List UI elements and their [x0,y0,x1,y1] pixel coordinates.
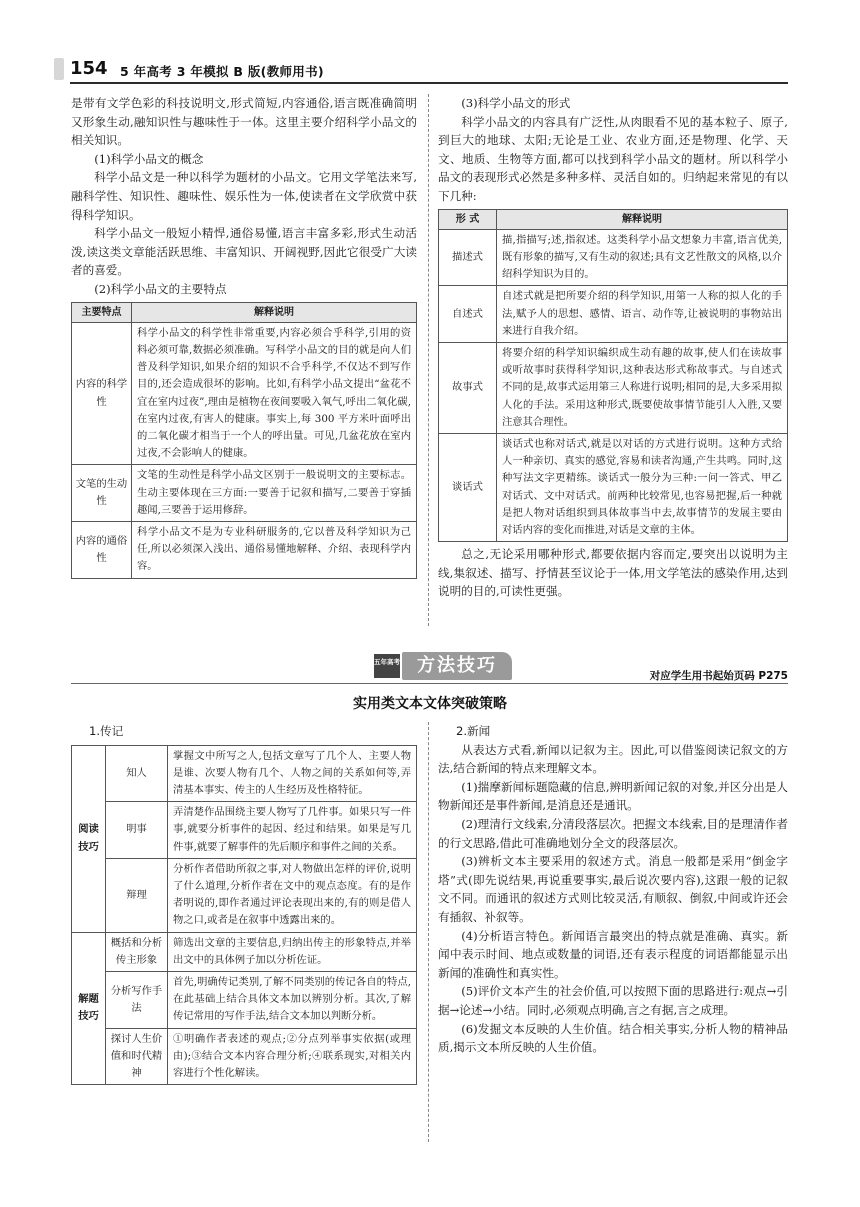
skill-text: ①明确作者表述的观点;②分点列举事实依据(或理由);③结合文本内容合理分析;④联系现实,对相关内容进行个性化解读。 [168,1028,417,1085]
forms-heading: (3)科学小品文的形式 [461,96,571,110]
feature-text: 科学小品文的科学性非常重要,内容必须合乎科学,引用的资料必须可靠,数据必须准确。写科学小品文的目的就是向人们普及科学知识,如果介绍的知识不合乎科学,不仅达不到写作目的,还会造成很坏的影响。比如,有科学小品文提出“盆花不宜在室内过夜”,理由是植物在夜间要吸入氧气,呼出二氧化碳,在室内过夜,有害人的健康。事实上,每 300 平方米叶面呼出的二氧化碳才相当于一个人的呼出量。可见,几盆花放在室内过夜,不会影响人的健康。 [132,322,417,465]
column-divider-top [428,94,429,626]
intro-paragraph: 是带有文学色彩的科技说明文,形式简短,内容通俗,语言既准确简明又形象生动,融知识性与趣味性于一体。这里主要介绍科学小品文的相关知识。 [71,96,417,148]
news-paragraph: (1)揣摩新闻标题隐藏的信息,辨明新闻记叙的对象,并区分出是人物新闻还是事件新闻,是消息还是通讯。 [438,779,788,813]
feature-label: 内容的通俗性 [72,521,132,578]
table-header-cell: 形 式 [439,209,497,229]
section-rule [71,683,788,684]
feature-text: 文笔的生动性是科学小品文区别于一般说明文的主要标志。生动主要体现在三方面:一要善于记叙和描写,二要善于穿插趣闻,三要善于运用修辞。 [132,465,417,522]
table-row [72,322,417,465]
skill-text: 分析作者借助所叙之事,对人物做出怎样的评价,说明了什么道理,分析作者在文中的观点态度。有的是作者明说的,即作者通过评论表现出来的,有的则是借人物之口,或者是在叙事中透露出来的。 [168,858,417,932]
left-column-bottom [71,722,417,1085]
section-badge: 五年高考 [374,654,400,678]
table-row [72,745,417,802]
feature-label: 文笔的生动性 [72,465,132,522]
news-paragraph: (2)理清行文线索,分清段落层次。把握文本线索,目的是理清作者的行文思路,借此可准确地划分全文的段落层次。 [438,816,788,850]
table-row [72,932,417,971]
right-column-bottom [438,722,788,1057]
form-label: 自述式 [439,286,497,343]
table-row [72,521,417,578]
form-text: 将要介绍的科学知识编织成生动有趣的故事,使人们在读故事或听故事时获得科学知识,这种表达形式称故事式。与自述式不同的是,故事式运用第三人称进行说明;相同的是,大多采用拟人化的手法。采用这种形式,既要使故事情节能引人入胜,又要注意其合理性。 [497,342,788,433]
page-reference: 对应学生用书起始页码 P275 [649,670,788,682]
news-heading: 2.新闻 [456,724,491,738]
news-paragraph: (4)分析语言特色。新闻语言最突出的特点就是准确、真实。新闻中表示时间、地点或数量的词语,还有表示程度的词语都能显示出新闻的准确性和真实性。 [438,928,788,980]
page-header [70,56,788,80]
concept-paragraph-2: 科学小品文一般短小精悍,通俗易懂,语言丰富多彩,形式生动活泼,读这类文章能活跃思维、丰富知识、开阔视野,因此它很受广大读者的喜爱。 [71,226,417,278]
skill-text: 首先,明确传记类别,了解不同类别的传记各自的特点,在此基础上结合具体文本加以辨别分析。其次,了解传记常用的写作手法,结合文本加以判断分析。 [168,972,417,1029]
skill-label: 知人 [106,745,168,802]
biography-table [71,745,417,1086]
features-heading: (2)科学小品文的主要特点 [94,281,227,296]
skill-text: 筛选出文章的主要信息,归纳出传主的形象特点,并举出文中的具体例子加以分析佐证。 [168,932,417,971]
form-text: 描,指描写;述,指叙述。这类科学小品文想象力丰富,语言优美,既有形象的描写,又有生动的叙述;具有文艺性散文的风格,以介绍科学知识为目的。 [497,229,788,286]
column-divider-bottom [428,722,429,1142]
form-text: 谈话式也称对话式,就是以对话的方式进行说明。这种方式给人一种亲切、真实的感觉,容易和读者沟通,产生共鸣。同时,这种写法文字更精练。谈话式一般分为三种:一问一答式、甲乙对话式、文中对话式。前两种比较常见,也容易把握,后一种就是把人物对话组织到具体故事当中去,故事情节的发展主要由对话内容的变化而推进,对话是文章的主体。 [497,434,788,542]
news-paragraph: 从表达方式看,新闻以记叙为主。因此,可以借鉴阅读记叙文的方法,结合新闻的特点来理解文本。 [438,742,788,776]
table-header-row [439,209,788,229]
feature-text: 科学小品文不是为专业科研服务的,它以普及科学知识为己任,所以必须深入浅出、通俗易懂地解释、介绍、表现科学内容。 [132,521,417,578]
features-table [71,302,417,579]
concept-paragraph-1: 科学小品文是一种以科学为题材的小品文。它用文学笔法来写,融科学性、知识性、趣味性、娱乐性为一体,使读者在文学欣赏中获得科学知识。 [71,170,417,222]
form-label: 描述式 [439,229,497,286]
skill-label: 分析写作手法 [106,972,168,1029]
book-title: 5 年高考 3 年模拟 B 版(教师用书) [120,64,324,79]
table-row [72,972,417,1029]
section-banner [374,652,512,680]
table-header-cell: 主要特点 [72,302,132,322]
skill-label: 明事 [106,802,168,859]
table-header-row [72,302,417,322]
table-row [72,802,417,859]
forms-paragraph: 科学小品文的内容具有广泛性,从肉眼看不见的基本粒子、原子,到巨大的地球、太阳;无论是工业、农业方面,还是物理、化学、天文、地质、生物等方面,都可以找到科学小品文的题材。所以科学小品文的表现形式必然是多种多样、灵活自如的。归纳起来常见的有以下几种: [438,114,788,203]
table-row [72,858,417,932]
header-tab-marker [54,58,64,80]
right-column-top [438,94,788,601]
skill-label: 概括和分析传主形象 [106,932,168,971]
biography-heading: 1.传记 [89,724,124,738]
table-row [72,465,417,522]
summary-paragraph: 总之,无论采用哪种形式,都要依据内容而定,要突出以说明为主线,集叙述、描写、抒情甚至议论于一体,用文学笔法的感染作用,达到说明的目的,可读性更强。 [438,547,788,599]
concept-heading: (1)科学小品文的概念 [94,151,204,166]
forms-table [438,209,788,543]
section-name: 方法技巧 [402,652,512,680]
skill-label: 探讨人生价值和时代精神 [106,1028,168,1085]
table-header-cell: 解释说明 [497,209,788,229]
section-title: 实用类文本文体突破策略 [353,696,507,712]
news-paragraph: (6)发掘文本反映的人生价值。结合相关事实,分析人物的精神品质,揭示文本所反映的人生价值。 [438,1021,788,1055]
page-number: 154 [70,58,108,79]
table-row [439,342,788,433]
form-text: 自述式就是把所要介绍的科学知识,用第一人称的拟人化的手法,赋予人的思想、感情、语言、动作等,让被说明的事物站出来进行自我介绍。 [497,286,788,343]
left-column-top [71,94,417,579]
skill-label: 辩理 [106,858,168,932]
feature-label: 内容的科学性 [72,322,132,465]
table-row [439,286,788,343]
header-rule [70,82,788,84]
news-paragraph: (5)评价文本产生的社会价值,可以按照下面的思路进行:观点→引据→论述→小结。同时,必须观点明确,言之有据,言之成理。 [438,984,788,1017]
table-row [72,1028,417,1085]
form-label: 谈话式 [439,434,497,542]
form-label: 故事式 [439,342,497,433]
table-row [439,229,788,286]
group-label: 解题技巧 [72,932,106,1085]
news-paragraph: (3)辨析文本主要采用的叙述方式。消息一般都是采用“倒金字塔”式(即先说结果,再说重要事实,最后说次要内容),这跟一般的记叙文不同。而通讯的叙述方式则比较灵活,有顺叙、倒叙,中间或许还会有插叙、补叙等。 [438,854,788,924]
skill-text: 掌握文中所写之人,包括文章写了几个人、主要人物是谁、次要人物有几个、人物之间的关系如何等,弄清基本事实、传主的人生经历及性格特征。 [168,745,417,802]
table-header-cell: 解释说明 [132,302,417,322]
table-row [439,434,788,542]
group-label: 阅读技巧 [72,745,106,932]
skill-text: 弄清楚作品围绕主要人物写了几件事。如果只写一件事,就要分析事件的起因、经过和结果。如果是写几件事,就要了解事件的先后顺序和事件之间的关系。 [168,802,417,859]
